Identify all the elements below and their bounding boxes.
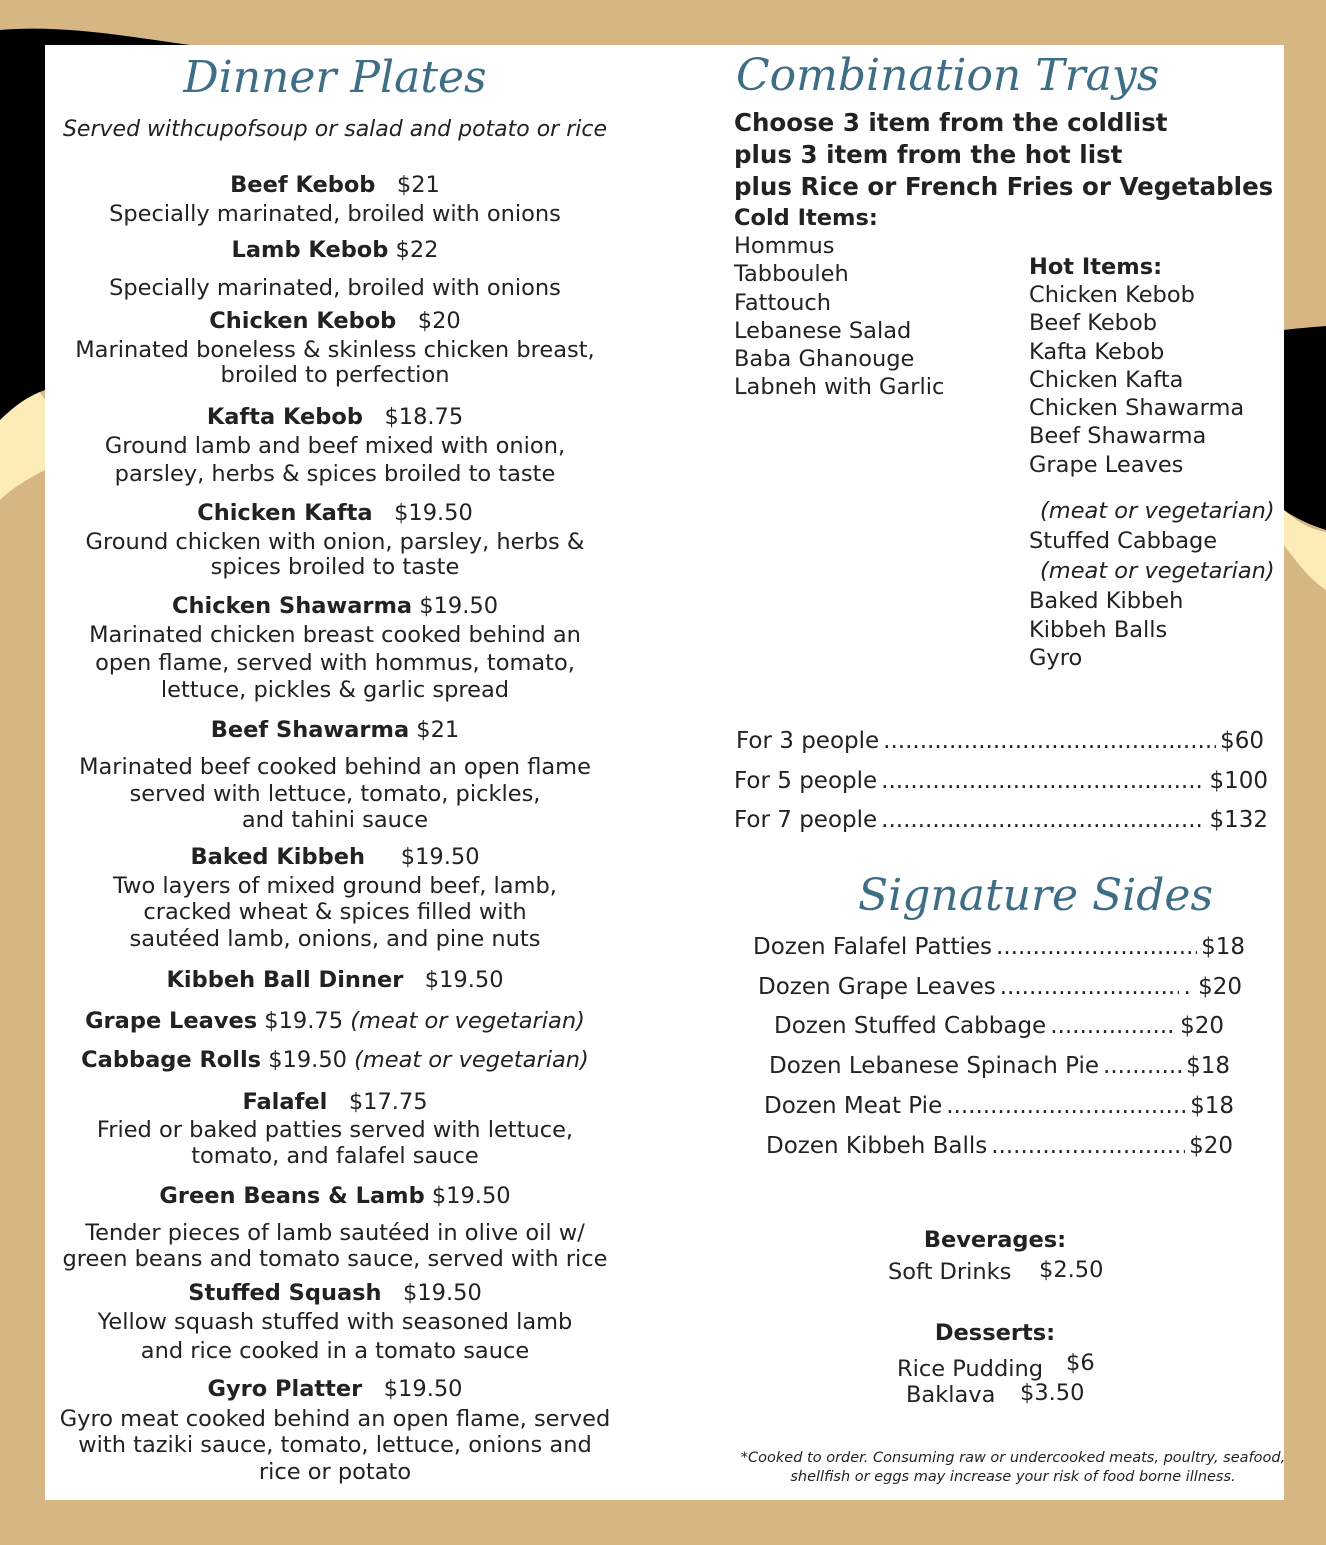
disclaimer-line: shellfish or eggs may increase your risk of food borne illness.: [790, 1469, 1236, 1485]
combo-price-row: [736, 728, 1264, 754]
item-name: Chicken Shawarma: [171, 593, 413, 619]
beverages-title: Beverages:: [923, 1227, 1067, 1253]
combo-price-value: $132: [1209, 807, 1268, 833]
item-desc: Marinated boneless & skinless chicken breast,: [75, 337, 595, 363]
item-name: Gyro Platter: [207, 1376, 363, 1402]
item-desc: parsley, herbs & spices broiled to taste: [114, 461, 556, 487]
side-label: Dozen Grape Leaves: [758, 974, 996, 1000]
item-price: $19.50: [400, 844, 480, 870]
item-desc: and rice cooked in a tomato sauce: [140, 1338, 530, 1364]
combo-intro-line: plus 3 item from the hot list: [734, 140, 1123, 169]
side-price: $18: [1186, 1053, 1230, 1079]
combo-price-value: $60: [1220, 728, 1264, 754]
side-label: Dozen Meat Pie: [764, 1093, 943, 1119]
side-row: [769, 1053, 1230, 1079]
item-desc: Tender pieces of lamb sautéed in olive oil w/: [85, 1220, 585, 1246]
cold-item: Fattouch: [734, 289, 831, 316]
beverage-item: Soft Drinks: [888, 1259, 1012, 1285]
dessert-item: Baklava: [906, 1382, 996, 1408]
item-price: $18.75: [384, 404, 464, 430]
item-name: Chicken Kebob: [209, 308, 397, 334]
item-price: $19.50: [394, 500, 473, 526]
hot-item-note: (meat or vegetarian): [1040, 498, 1275, 524]
hot-item: Stuffed Cabbage: [1029, 528, 1218, 554]
dessert-item: Rice Pudding: [897, 1356, 1044, 1382]
item-desc: open flame, served with hommus, tomato,: [95, 650, 575, 676]
item-desc: Fried or baked patties served with lettuce,: [96, 1117, 574, 1143]
item-desc: Two layers of mixed ground beef, lamb,: [113, 873, 557, 899]
item-name: Chicken Kafta: [197, 500, 373, 526]
item-name: Grape Leaves: [85, 1008, 258, 1034]
disclaimer: [708, 1449, 1318, 1487]
sides-title: Signature Sides: [858, 870, 1214, 921]
dinner-item: [50, 593, 620, 620]
side-price: . $20: [1183, 974, 1242, 1000]
item-name: Baked Kibbeh: [190, 844, 366, 870]
item-desc: served with lettuce, tomato, pickles,: [129, 781, 541, 807]
combo-price-label: For 7 people: [734, 807, 878, 833]
dinner-item: [50, 1047, 620, 1074]
item-desc: rice or potato: [258, 1459, 412, 1485]
hot-item: Beef Shawarma: [1029, 423, 1207, 450]
dessert-price: $6: [1066, 1350, 1095, 1376]
hot-item: Kafta Kebob: [1029, 338, 1165, 365]
side-row: [766, 1133, 1233, 1159]
combo-intro-line: Choose 3 item from the coldlist: [734, 108, 1168, 137]
hot-item: Beef Kebob: [1029, 310, 1158, 337]
item-name: Stuffed Squash: [188, 1280, 382, 1306]
hot-item: Chicken Shawarma: [1029, 395, 1245, 422]
side-price: $20: [1189, 1133, 1233, 1159]
hot-item: Baked Kibbeh: [1029, 588, 1184, 614]
cold-item: Hommus: [734, 233, 835, 259]
item-price: $19.50: [383, 1376, 463, 1402]
item-desc: Specially marinated, broiled with onions: [109, 201, 561, 227]
item-name: Beef Kebob: [230, 172, 376, 198]
beverage-price: $2.50: [1039, 1257, 1104, 1283]
cold-item: Baba Ghanouge: [734, 346, 915, 373]
dinner-item: [50, 967, 620, 994]
hot-item-note: (meat or vegetarian): [1040, 558, 1275, 584]
item-note: (meat or vegetarian): [354, 1047, 589, 1073]
combo-title: Combination Trays: [736, 50, 1160, 101]
desserts-title: Desserts:: [934, 1320, 1056, 1346]
side-label: Dozen Kibbeh Balls: [766, 1133, 988, 1159]
cold-item: Lebanese Salad: [734, 317, 912, 344]
item-desc: spices broiled to taste: [210, 554, 460, 580]
item-price: $17.75: [348, 1089, 428, 1115]
dinner-item: [50, 500, 620, 527]
item-desc: cracked wheat & spices filled with: [143, 899, 527, 925]
item-desc: Marinated chicken breast cooked behind an: [89, 622, 581, 648]
side-row: [758, 974, 1242, 1000]
item-price: $21: [396, 172, 440, 198]
item-price: $19.50: [419, 593, 499, 619]
side-row: [753, 934, 1245, 960]
item-desc: and tahini sauce: [241, 807, 429, 833]
hot-item: Grape Leaves: [1029, 451, 1184, 478]
combo-price-row: [734, 807, 1268, 833]
hot-item: Chicken Kafta: [1029, 366, 1184, 393]
dinner-item: [50, 717, 620, 744]
dessert-price: $3.50: [1020, 1380, 1085, 1406]
dinner-item: [50, 1280, 620, 1307]
item-price: $21: [416, 717, 460, 743]
item-desc: broiled to perfection: [220, 362, 450, 388]
cold-item: Labneh with Garlic: [734, 374, 945, 401]
black-wave-right: [1284, 326, 1326, 530]
dinner-item: [50, 844, 620, 871]
dinner-subtitle: Served withcupofsoup or salad and potato or rice: [62, 117, 608, 142]
item-name: Green Beans & Lamb: [159, 1183, 425, 1209]
item-price: $22: [395, 237, 439, 263]
item-name: Kibbeh Ball Dinner: [166, 967, 404, 993]
item-desc: green beans and tomato sauce, served with rice: [62, 1246, 608, 1272]
dinner-item: [50, 1183, 620, 1210]
item-name: Falafel: [242, 1089, 328, 1115]
item-price: $19.75: [264, 1008, 344, 1034]
side-row: [774, 1013, 1224, 1039]
dinner-item: [50, 404, 620, 431]
side-row: [764, 1093, 1234, 1119]
side-price: $18: [1190, 1093, 1234, 1119]
item-name: Beef Shawarma: [210, 717, 410, 743]
dinner-item: [50, 1008, 620, 1035]
hot-items-list: [1029, 281, 1244, 479]
item-name: Cabbage Rolls: [81, 1047, 262, 1073]
hot-item: Chicken Kebob: [1029, 282, 1195, 308]
combo-price-row: [734, 768, 1268, 794]
combo-intro-line: plus Rice or French Fries or Vegetables: [734, 172, 1274, 201]
item-note: (meat or vegetarian): [350, 1008, 585, 1034]
disclaimer-line: *Cooked to order. Consuming raw or undercooked meats, poultry, seafood,: [740, 1450, 1286, 1466]
dinner-item: [50, 308, 620, 335]
item-desc: sautéed lamb, onions, and pine nuts: [129, 926, 541, 952]
dinner-item: [50, 1376, 620, 1403]
item-name: Kafta Kebob: [206, 404, 363, 430]
item-desc: Gyro meat cooked behind an open flame, served: [59, 1406, 611, 1432]
side-price: $20: [1180, 1013, 1224, 1039]
item-desc: Specially marinated, broiled with onions: [109, 275, 561, 301]
hot-item: Gyro: [1029, 645, 1083, 671]
item-price: $20: [417, 308, 461, 334]
side-price: $18: [1201, 934, 1245, 960]
hot-items-title: Hot Items:: [1029, 254, 1163, 280]
cold-item: Tabbouleh: [734, 261, 849, 288]
side-label: Dozen Stuffed Cabbage: [774, 1013, 1047, 1039]
item-desc: lettuce, pickles & garlic spread: [160, 677, 510, 703]
cold-items-title: Cold Items:: [734, 205, 878, 231]
side-label: Dozen Falafel Patties: [753, 934, 993, 960]
dinner-item: [50, 1089, 620, 1116]
hot-item: Kibbeh Balls: [1029, 616, 1168, 643]
combo-price-label: For 5 people: [734, 768, 878, 794]
item-price: $19.50: [268, 1047, 347, 1073]
hot-items-more: [1029, 587, 1183, 673]
dinner-item: [50, 237, 620, 264]
item-desc: with taziki sauce, tomato, lettuce, onions and: [78, 1432, 592, 1458]
combo-price-label: For 3 people: [736, 728, 880, 754]
item-price: $19.50: [424, 967, 504, 993]
item-desc: Yellow squash stuffed with seasoned lamb: [97, 1309, 573, 1335]
combo-price-value: $100: [1209, 768, 1268, 794]
cold-items-list: [734, 232, 944, 402]
dinner-item: [50, 172, 620, 199]
item-price: $19.50: [431, 1183, 511, 1209]
item-desc: Ground chicken with onion, parsley, herbs &: [85, 529, 585, 555]
item-name: Lamb Kebob: [231, 237, 389, 263]
combo-intro: [734, 107, 1273, 203]
item-desc: tomato, and falafel sauce: [191, 1143, 479, 1169]
item-desc: Marinated beef cooked behind an open flame: [79, 754, 591, 780]
side-label: Dozen Lebanese Spinach Pie: [769, 1053, 1100, 1079]
item-price: $19.50: [403, 1280, 482, 1306]
dinner-title: Dinner Plates: [183, 52, 487, 103]
item-desc: Ground lamb and beef mixed with onion,: [104, 433, 566, 459]
